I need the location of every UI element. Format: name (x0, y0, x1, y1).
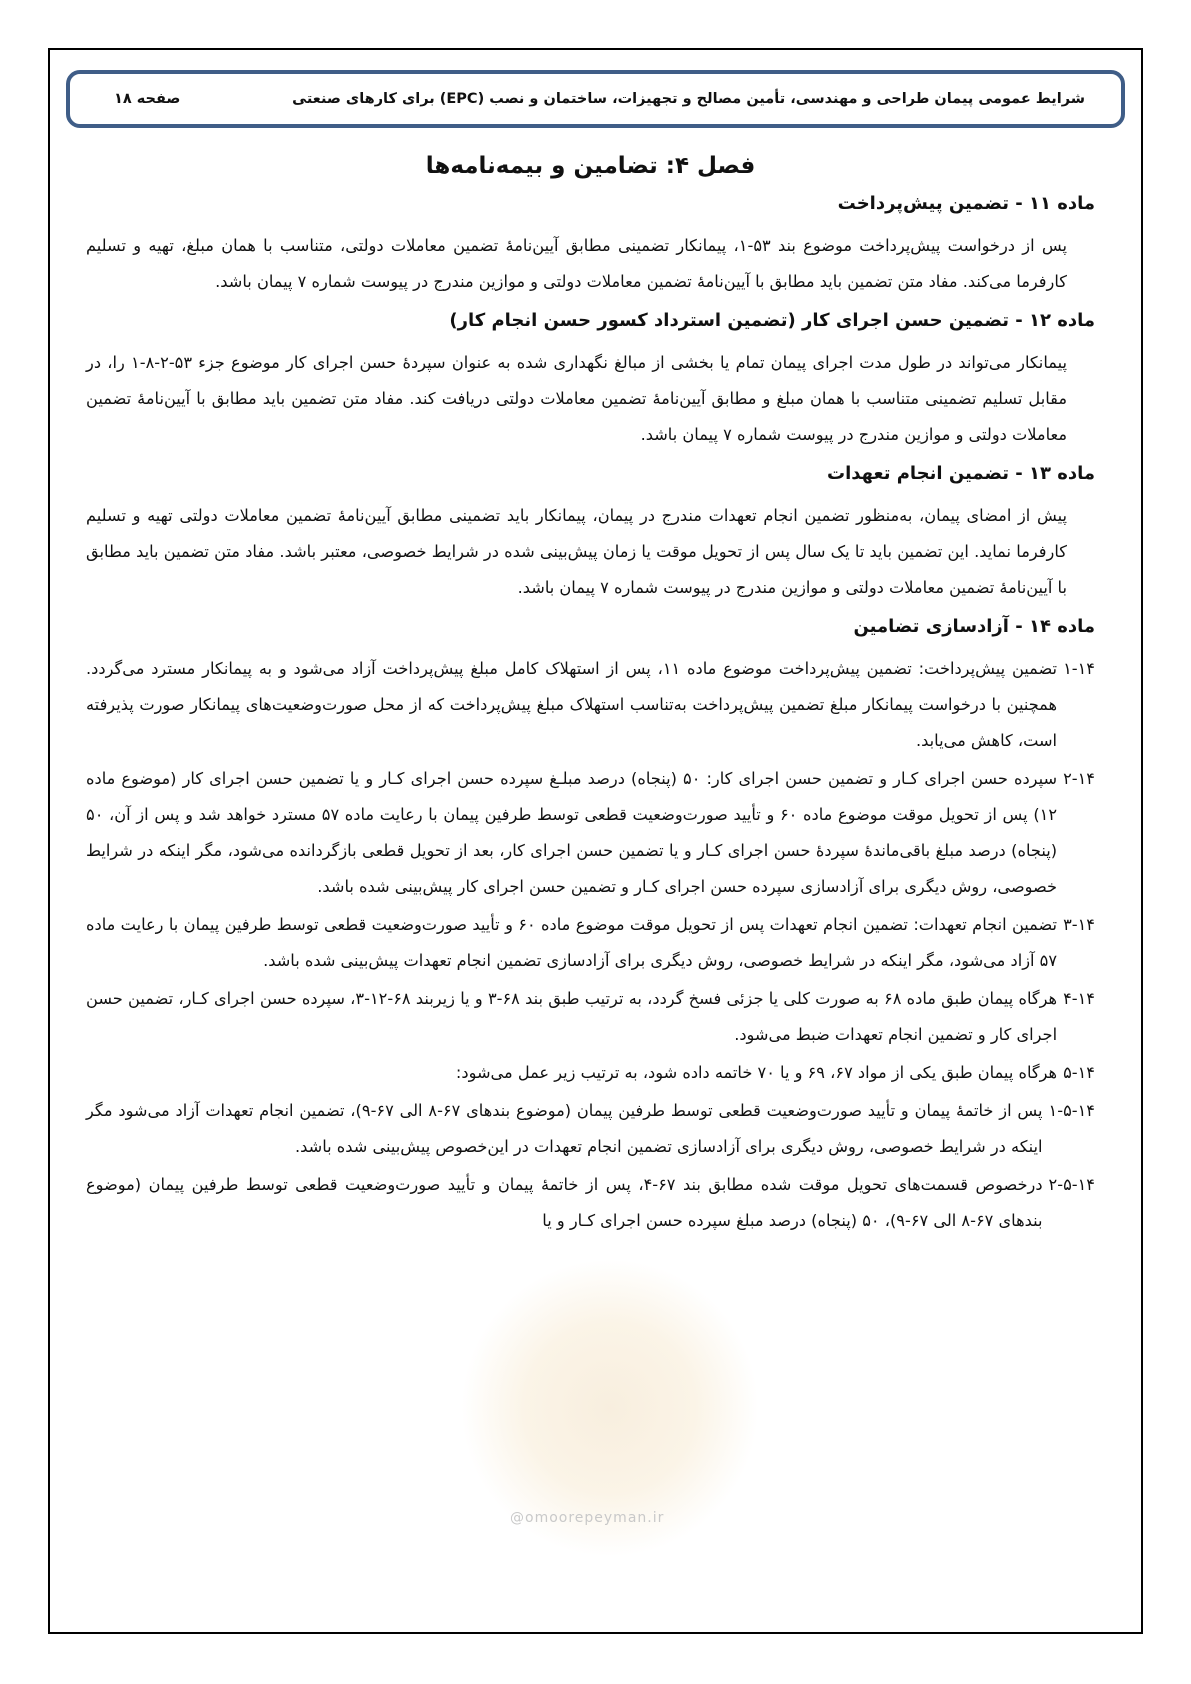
clause-text: سپرده حسن اجرای کـار و تضمین حسن اجرای کار: ۵۰ (پنجاه) درصد مبلـغ سپرده حسن اجرای کـار و یا تضمین حسن اجرای کار (موضوع ماده ۱۲) پس از تحویل موقت موضوع ماده ۶۰ و تأیید صورت‌وضعیت قطعی توسط طرفین پیمان با رعایت ماده ۵۷ مسترد خواهد شد و پس از آن، ۵۰ (پنجاه) درصد مبلغ باقی‌ماندۀ سپردۀ حسن اجرای کـار و یا تضمین حسن اجرای کار، بعد از تحویل قطعی بازگردانده می‌شود، مگر اینکه در شرایط خصوصی، روش دیگری برای آزادسازی سپرده حسن اجرای کـار و تضمین حسن اجرای کار پیش‌بینی شده باشد. (86, 769, 1058, 896)
clause-number: ۵-۱۴ (1063, 1063, 1095, 1082)
article-11-title: ماده ۱۱ - تضمین پیش‌پرداخت (837, 193, 1095, 214)
article-13-title: ماده ۱۳ - تضمین انجام تعهدات (827, 463, 1095, 484)
clause-14-1 (86, 651, 1095, 759)
clause-number: ۳-۱۴ (1063, 915, 1095, 934)
article-13-text: پیش از امضای پیمان، به‌منظور تضمین انجام تعهدات مندرج در پیمان، پیمانکار باید تضمینی مطابق آیین‌نامۀ تضمین معاملات دولتی تهیه و تسلیم کارفرما نماید. این تضمین باید تا یک سال پس از تحویل موقت یا زمان پیش‌بینی شده در شرایط خصوصی، معتبر باشد. مفاد متن تضمین باید مطابق با آیین‌نامۀ تضمین معاملات دولتی و موازین مندرج در پیوست شماره ۷ پیمان باشد. (86, 506, 1067, 597)
clause-14-3 (86, 907, 1095, 979)
document-header (66, 70, 1125, 128)
clause-14-5-2 (86, 1167, 1095, 1239)
watermark-text: @omoorepeyman.ir (510, 1510, 665, 1526)
article-11-text: پس از درخواست پیش‌پرداخت موضوع بند ۵۳-۱، پیمانکار تضمینی مطابق آیین‌نامۀ تضمین معاملات دولتی، متناسب با همان مبلغ، تهیه و تسلیم کارفرما می‌کند. مفاد متن تضمین باید مطابق با آیین‌نامۀ تضمین معاملات دولتی و موازین مندرج در پیوست شماره ۷ پیمان باشد. (86, 236, 1067, 291)
document-body (86, 145, 1095, 1241)
clause-14-4 (86, 981, 1095, 1053)
clause-text: تضمین انجام تعهدات: تضمین انجام تعهدات پس از تحویل موقت موضوع ماده ۶۰ و تأیید صورت‌وضعیت قطعی توسط طرفین پیمان با رعایت ماده ۵۷ آزاد می‌شود، مگر اینکه در شرایط خصوصی، روش دیگری برای آزادسازی تضمین انجام تعهدات پیش‌بینی شده باشد. (86, 915, 1058, 970)
chapter-title: فصل ۴: تضامین و بیمه‌نامه‌ها (425, 153, 756, 179)
clause-number: ۲-۵-۱۴ (1048, 1175, 1095, 1194)
clause-text: تضمین پیش‌پرداخت: تضمین پیش‌پرداخت موضوع ماده ۱۱، پس از استهلاک کامل مبلغ پیش‌پرداخت آزاد می‌شود و به پیمانکار مسترد می‌گردد. همچنین با درخواست پیمانکار مبلغ تضمین پیش‌پرداخت به‌تناسب استهلاک مبلغ پیش‌پرداخت که از محل صورت‌وضعیت‌های پیمانکار صورت پذیرفته است، کاهش می‌یابد. (86, 659, 1058, 750)
clause-number: ۱-۱۴ (1063, 659, 1095, 678)
document-title: شرایط عمومی پیمان طراحی و مهندسی، تأمین مصالح و تجهیزات، ساختمان و نصب (EPC) برای کارهای صنعتی (292, 91, 1085, 107)
clause-number: ۴-۱۴ (1063, 989, 1095, 1008)
clause-14-5-1 (86, 1093, 1095, 1165)
clause-text: پس از خاتمۀ پیمان و تأیید صورت‌وضعیت قطعی توسط طرفین پیمان (موضوع بندهای ۶۷-۸ الی ۶۷-۹)، تضمین انجام تعهدات آزاد می‌شود مگر اینکه در شرایط خصوصی، روش دیگری برای آزادسازی تضمین انجام تعهدات در این‌خصوص پیش‌بینی شده باشد. (86, 1101, 1043, 1156)
clause-14-2 (86, 761, 1095, 905)
clause-14-5 (86, 1055, 1095, 1091)
clause-text: هرگاه پیمان طبق ماده ۶۸ به صورت کلی یا جزئی فسخ گردد، به ترتیب طبق بند ۶۸-۳ و یا زیربند ۶۸-۱۲-۳، سپرده حسن اجرای کـار، تضمین حسن اجرای کار و تضمین انجام تعهدات ضبط می‌شود. (86, 989, 1058, 1044)
article-14-title: ماده ۱۴ - آزادسازی تضامین (853, 616, 1095, 637)
clause-text: درخصوص قسمت‌های تحویل موقت شده مطابق بند ۶۷-۴، پس از خاتمۀ پیمان و تأیید صورت‌وضعیت قطعی توسط طرفین پیمان (موضوع بندهای ۶۷-۸ الی ۶۷-۹)، ۵۰ (پنجاه) درصد مبلغ سپرده حسن اجرای کـار و یا (86, 1175, 1043, 1230)
page-number: صفحه ۱۸ (114, 91, 181, 107)
clause-text: هرگاه پیمان طبق یکی از مواد ۶۷، ۶۹ و یا ۷۰ خاتمه داده شود، به ترتیب زیر عمل می‌شود: (455, 1063, 1058, 1082)
article-12-text: پیمانکار می‌تواند در طول مدت اجرای پیمان تمام یا بخشی از مبالغ نگهداری شده به عنوان سپردۀ حسن اجرای کار موضوع جزء ۵۳-۲-۸-۱ را، در مقابل تسلیم تضمینی متناسب با همان مبلغ و مطابق آیین‌نامۀ تضمین معاملات دولتی دریافت کند. مفاد متن تضمین باید مطابق با آیین‌نامۀ تضمین معاملات دولتی و موازین مندرج در پیوست شماره ۷ پیمان باشد. (86, 353, 1067, 444)
clause-number: ۱-۵-۱۴ (1048, 1101, 1095, 1120)
article-12-title: ماده ۱۲ - تضمین حسن اجرای کار (تضمین استرداد کسور حسن انجام کار) (449, 310, 1095, 331)
clause-number: ۲-۱۴ (1063, 769, 1095, 788)
